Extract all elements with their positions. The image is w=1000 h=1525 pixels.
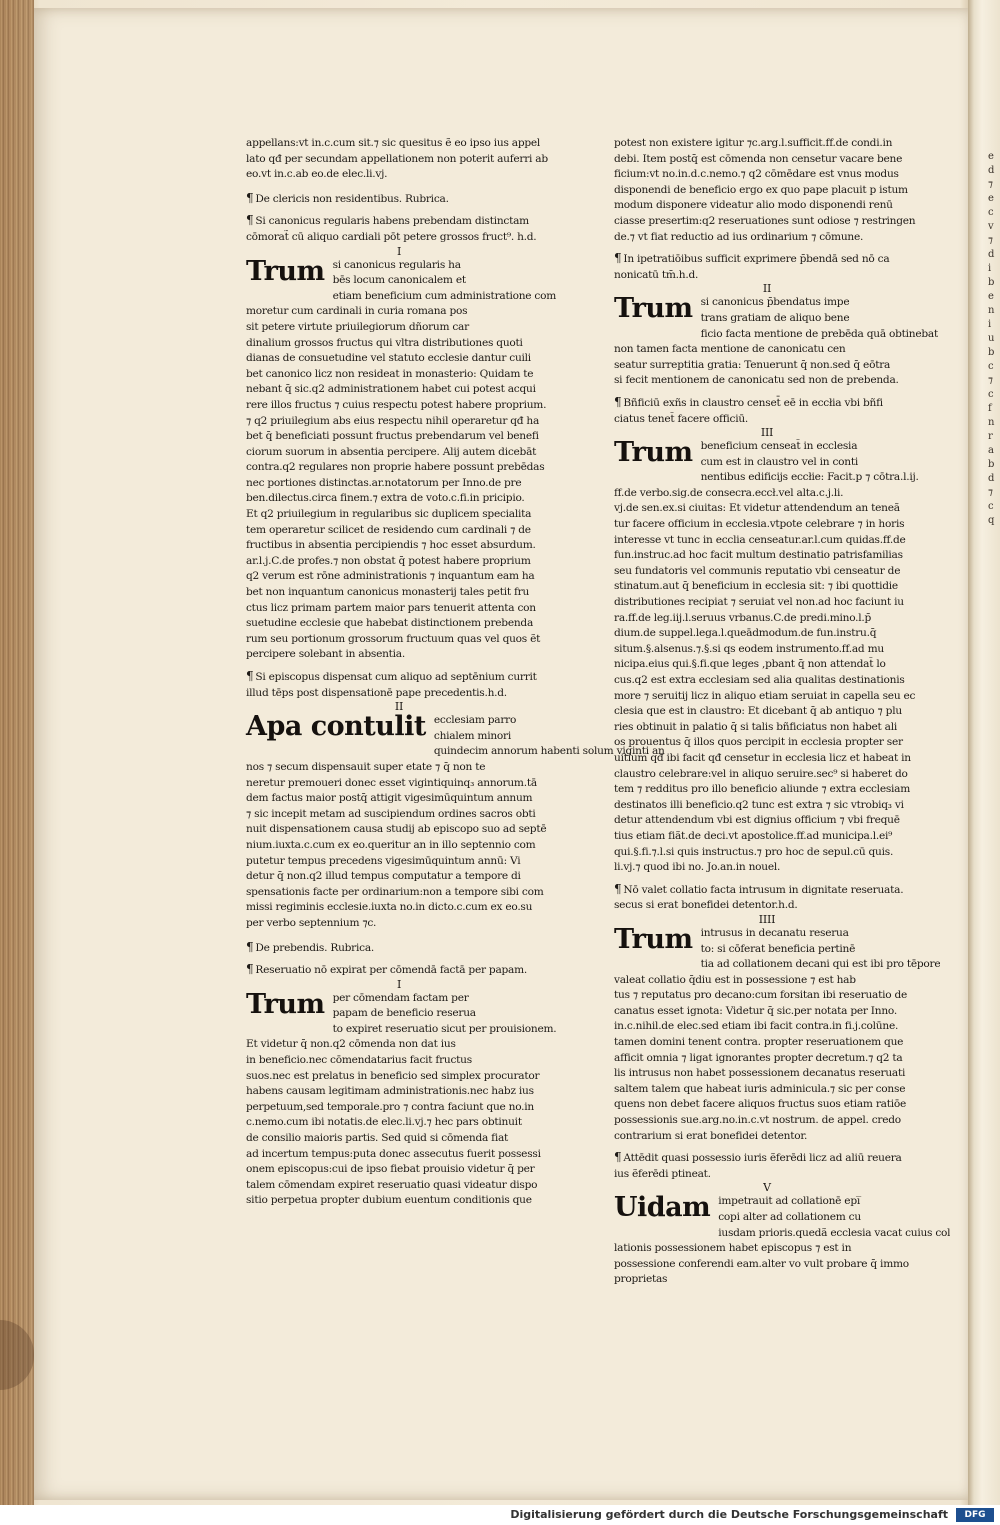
right-column xyxy=(614,136,951,1288)
text-line: canatus esset ignota: Videtur q̄ sic.per notata per Inno. xyxy=(614,1004,897,1017)
facing-page-text: e d ⁊ e c v ⁊ d i b e n i u b c ⁊ c f n r a b d ⁊ c q xyxy=(988,151,995,526)
text-line: habens causam legitimam administrationis.nec habz ius xyxy=(246,1085,534,1098)
text-line: li.vj.⁊ quod ibi no. Jo.an.in nouel. xyxy=(614,861,781,874)
section-rubric xyxy=(246,191,552,208)
section-number: III xyxy=(760,426,774,440)
text-line: neretur premoueri donec esset vigintiquinq₃ annorum.tā xyxy=(246,776,537,789)
text-line: nebant q̄ sic.q2 administrationem habet cui potest acqui xyxy=(246,383,536,396)
text-line: seatur surreptitia gratia: Tenuerunt q̄ non.sed q̄ eōtra xyxy=(614,358,891,371)
summary-line: illud tēps post dispensationē pape precedentis.h.d. xyxy=(246,686,507,699)
text-line: proprietas xyxy=(614,1273,668,1286)
text-line: c.nemo.cum ibi notatis.de elec.li.vj.⁊ hec pars obtinuit xyxy=(246,1116,522,1129)
summary-line: ¶ Nō valet collatio facta intrusum in dignitate reseruata. xyxy=(614,881,904,896)
section-summary xyxy=(246,669,552,713)
text-line: si canonicus regularis ha xyxy=(332,258,461,271)
text-line: nicipa.eius qui.§.fi.que leges ,pbant q̄ non attendat̄ lo xyxy=(614,658,886,671)
pilcrow-icon: ¶ xyxy=(614,881,622,896)
pilcrow-icon: ¶ xyxy=(246,939,254,954)
text-line: distributiones recipiat ⁊ seruiat vel non.ad hoc faciunt iu xyxy=(614,596,904,609)
paragraph-head xyxy=(246,988,557,1038)
text-line: ad incertum tempus:puta donec assecutus fuerit possessi xyxy=(246,1147,541,1160)
initial-adjacent-lines xyxy=(701,926,941,973)
section-number: V xyxy=(763,1181,771,1195)
text-line: afficit omnia ⁊ ligat ignorantes propter decretum.⁊ q2 ta xyxy=(614,1051,903,1064)
text-line: tia ad collationem decani qui est ibi pro tēpore xyxy=(700,958,941,971)
text-line: suos.nec est prelatus in beneficio sed simplex procurator xyxy=(246,1069,540,1082)
text-line: situm.§.alsenus.⁊.§.si qs eodem instrumento.ff.ad mu xyxy=(614,642,884,655)
text-line: to expiret reseruatio sicut per prouisionem. xyxy=(332,1022,557,1035)
text-line: claustro celebrare:vel in aliquo seruire.sec⁹ si haberet do xyxy=(614,767,908,780)
section-summary xyxy=(614,1150,920,1194)
rubric-title: De prebendis. Rubrica. xyxy=(255,941,374,954)
text-line: qui.§.fi.⁊.l.si quis instructus.⁊ pro hoc de sepul.cū quis. xyxy=(614,845,894,858)
text-line: trans gratiam de aliquo bene xyxy=(700,311,850,324)
text-line: per verbo septennium ⁊c. xyxy=(246,916,377,929)
paragraph xyxy=(614,439,920,876)
text-line: tius etiam fiãt.de deci.vt apostolice.ff.ad municipa.l.ei⁹ xyxy=(614,829,893,842)
text-line: possessionis sue.arg.no.in.c.vt nostrum. de appel. credo xyxy=(614,1114,901,1127)
text-line: quens non debet facere aliquos fructus suos etiam ratiōe xyxy=(614,1098,907,1111)
text-line: missi regiminis ecclesie.iuxta no.in dicto.c.cum ex eo.su xyxy=(246,901,533,914)
paragraph-head xyxy=(614,439,920,486)
text-line: tus ⁊ reputatus pro decano:cum forsitan ibi reseruatio de xyxy=(614,989,908,1002)
paragraph-head xyxy=(246,711,665,760)
text-line: copi alter ad collationem cu xyxy=(718,1211,861,1223)
dfg-logo: DFG xyxy=(956,1508,994,1522)
summary-line: ¶ Bñficiū exñs in claustro censet̄ eē in eccłia vbi bñfi xyxy=(614,394,883,409)
summary-line: nonicatū tm̄.h.d. xyxy=(614,268,699,281)
initial-adjacent-lines xyxy=(333,991,557,1038)
decorated-initial: Trum xyxy=(614,923,693,955)
summary-line: ius ẽferēdi ptineat. xyxy=(614,1167,711,1180)
section-summary xyxy=(246,962,552,991)
text-line: detur attendendum vbi est dignius officium ⁊ vbi frequē xyxy=(614,814,900,827)
section-summary xyxy=(614,395,920,439)
rubric-title: De clericis non residentibus. Rubrica. xyxy=(255,192,449,205)
text-line: dium.de suppel.lega.l.queādmodum.de fun.instru.q̄ xyxy=(614,627,877,640)
text-line: sit petere virtute priuilegiorum dñorum car xyxy=(246,320,469,333)
text-line: ⁊ sic incepit metam ad suscipiendum ordines sacros obti xyxy=(246,807,536,820)
text-line: de consilio maioris partis. Sed quid si cōmenda fiat xyxy=(246,1132,509,1145)
text-line: nos ⁊ secum dispensauit super etate ⁊ q̄ non te xyxy=(246,760,486,773)
text-line: ciorum suorum in absentia percipere. Alij autem dicebāt xyxy=(246,445,537,458)
decorated-initial: Apa contulit xyxy=(246,711,426,743)
text-line: bet non inquantum canonicus monasterij tales petit fru xyxy=(246,586,530,599)
text-line: suetudine ecclesie que habebat distinctionem prebenda xyxy=(246,617,534,630)
text-line: destinatos illi beneficio.q2 tunc est extra ⁊ sic vtrobiq₃ vi xyxy=(614,798,904,811)
paragraph xyxy=(614,1192,951,1288)
decorated-initial: Trum xyxy=(614,437,693,469)
text-line: cus.q2 est extra ecclesiam sed alia qualitas destinationis xyxy=(614,674,905,686)
text-line: dianas de consuetudine vel statuto ecclesie dantur cuili xyxy=(246,352,531,365)
pilcrow-icon: ¶ xyxy=(246,190,254,205)
text-line: in.c.nihil.de elec.sed etiam ibi facit contra.in fi.j.colūne. xyxy=(614,1020,899,1033)
text-line: rere illos fructus ⁊ cuius respectu potest habere proprium. xyxy=(246,398,547,411)
text-line: talem cōmendam expiret reseruatio quasi videatur dispo xyxy=(246,1178,538,1191)
text-line: quindecim annorum habenti solum viginti an xyxy=(433,745,665,758)
text-line: onem episcopus:cui de ipso fiebat prouisio videtur q̄ per xyxy=(246,1163,535,1176)
initial-adjacent-lines xyxy=(701,439,920,486)
pilcrow-icon: ¶ xyxy=(246,213,254,228)
section-number: I xyxy=(396,977,402,991)
text-line: stinatum.aut q̄ beneficium in ecclesia sit: ⁊ ibi quottidie xyxy=(614,580,898,593)
text-line: nuit dispensationem causa studij ab episcopo suo ad septē xyxy=(246,823,547,836)
initial-adjacent-lines xyxy=(333,258,556,305)
section-summary xyxy=(614,882,920,926)
text-line: appellans:vt in.c.cum sit.⁊ sic quesitus ẽ eo ipso ius appel xyxy=(246,137,541,149)
pilcrow-icon: ¶ xyxy=(614,394,622,409)
text-line: modum disponere videatur alio modo disponendi renū xyxy=(614,199,893,212)
section-number: IIII xyxy=(758,912,776,926)
text-line: tur facere officium in ecclesia.vtpote celebrare ⁊ in horis xyxy=(614,518,905,531)
text-line: chialem minori xyxy=(433,729,512,742)
text-line: iusdam prioris.quedã ecclesia vacat cuius col xyxy=(718,1226,951,1239)
text-line: seu fundatoris vel communis reputatio vbi censeatur de xyxy=(614,564,901,577)
text-line: ecclesiam parro xyxy=(433,714,517,727)
text-line: per cōmendam factam per xyxy=(332,991,469,1004)
summary-line: ¶ Attēdit quasi possessio iuris ẽferēdi licz ad aliū reuera xyxy=(614,1150,902,1165)
decorated-initial: Uidam xyxy=(614,1192,711,1224)
section-number: I xyxy=(396,244,402,258)
text-line: sitio perpetua propter dubium euentum conditionis que xyxy=(246,1194,532,1207)
section-summary xyxy=(614,251,920,295)
text-line: etiam beneficium cum administratione com xyxy=(332,289,557,302)
text-line: ra.ff.de leg.iij.l.seruus vrbanus.C.de predi.mino.l.p̄ xyxy=(614,611,872,624)
text-line: rum seu portionum grossorum fructuum quas vel quos ẽt xyxy=(246,632,541,645)
section-number: II xyxy=(762,282,772,296)
text-line: clesia que est in claustro: Et dicebant q̄ ab antiquo ⁊ plu xyxy=(614,705,902,718)
text-line: Et videtur q̄ non.q2 cōmenda non dat ius xyxy=(246,1038,456,1051)
text-line: bet q̄ beneficiati possunt fructus prebendarum vel benefi xyxy=(246,430,539,443)
summary-line: cōmorat̃ cū aliquo cardiali pōt petere grossos fruct⁹. h.d. xyxy=(246,230,537,243)
text-line: impetrauit ad collationē epi̅ xyxy=(718,1195,860,1208)
paragraph-head xyxy=(614,1192,951,1241)
text-line: nium.iuxta.c.cum ex eo.queritur an in illo septennio com xyxy=(246,838,536,851)
pilcrow-icon: ¶ xyxy=(246,669,254,683)
decorated-initial: Trum xyxy=(246,988,325,1020)
text-line: os prouentus q̄ illos quos percipit in ecclesia propter ser xyxy=(614,736,903,749)
footer-credit: Digitalisierung gefördert durch die Deutsche Forschungsgemeinschaft xyxy=(510,1508,948,1521)
text-line: valeat collatio q̄diu est in possessione ⁊ est hab xyxy=(614,973,856,986)
summary-line: ¶ In ipetratiōibus sufficit exprimere p̄bendā sed nō ca xyxy=(614,251,890,266)
text-line: ff.de verbo.sig.de consecra.eccł.vel alta.c.j.li. xyxy=(614,486,844,499)
text-line: uitium qđ ibi facit qđ censetur in ecclesia licz et habeat in xyxy=(614,751,911,764)
text-line: bēs locum canonicalem et xyxy=(332,274,466,287)
decorated-initial: Trum xyxy=(614,293,693,325)
text-line: interesse vt tunc in ecclia censeatur.ar.l.cum quidas.ff.de xyxy=(614,533,906,546)
text-line: lato qđ per secundam appellationem non poterit auferri ab xyxy=(246,152,548,165)
pilcrow-icon: ¶ xyxy=(246,962,254,977)
text-line: ficio facta mentione de prebēda quā obtinebat xyxy=(700,327,939,340)
text-line: bet canonico licz non resideat in monasterio: Quidam te xyxy=(246,367,534,380)
text-line: moretur cum cardinali in curia romana pos xyxy=(246,305,468,318)
text-line: to: si cōferat beneficia pertinē xyxy=(700,942,856,955)
text-line: tamen domini tenent contra. propter reseruationem que xyxy=(614,1036,904,1049)
text-line: debi. Item postq̄ est cōmenda non censetur vacare bene xyxy=(614,152,903,165)
text-line: ar.l.j.C.de profes.⁊ non obstat q̄ potest habere proprium xyxy=(246,554,531,567)
text-line: dem factus maior postq̄ attigit vigesimūquintum annum xyxy=(246,792,533,805)
text-line: vj.de sen.ex.si ciuitas: Et videtur attendendum an teneã xyxy=(614,502,900,515)
text-line: disponendi de beneficio ergo ex quo pape placuit p istum xyxy=(614,183,908,196)
text-line: si canonicus p̄bendatus impe xyxy=(700,296,850,309)
text-line: contrarium si erat bonefidei detentor. xyxy=(614,1129,808,1142)
section-number: II xyxy=(394,700,404,714)
text-line: perpetuum,sed temporale.pro ⁊ contra faciunt que no.in xyxy=(246,1100,534,1113)
summary-line: ¶ Si episcopus dispensat cum aliquo ad septēnium currit xyxy=(246,669,537,683)
text-line: ficium:vt no.in.d.c.nemo.⁊ q2 cōmēdare est vnus modus xyxy=(614,168,899,181)
text-line: cum est in claustro vel in conti xyxy=(700,455,858,468)
text-line: q2 verum est rōne administrationis ⁊ inquantum eam ha xyxy=(246,570,535,583)
text-line: detur q̄ non.q2 illud tempus computatur a tempore di xyxy=(246,870,521,883)
paragraph xyxy=(246,255,557,663)
footer-bar xyxy=(0,1505,1000,1525)
page-fore-edge xyxy=(0,0,34,1505)
text-line: non tamen facta mentione de canonicatu cen xyxy=(614,343,846,356)
initial-adjacent-lines xyxy=(718,1194,950,1241)
paragraph-head xyxy=(246,255,557,305)
text-line: si fecit mentionem de canonicatu sed non de prebenda. xyxy=(614,374,899,387)
decorated-initial: Trum xyxy=(246,255,325,287)
text-line: eo.vt in.c.ab eo.de elec.li.vj. xyxy=(246,168,388,181)
text-line: lis intrusus non habet possessionem decanatus reseruati xyxy=(614,1067,906,1080)
section-summary xyxy=(246,213,552,257)
summary-line: ¶ Reseruatio nō expirat per cōmendā factā per papam. xyxy=(246,962,528,977)
pilcrow-icon: ¶ xyxy=(614,251,622,266)
paragraph-head xyxy=(614,293,939,342)
paragraph-head xyxy=(614,923,941,973)
paragraph xyxy=(246,988,557,1209)
text-line: dinalium grossos fructus qui vltra distributiones quoti xyxy=(246,336,523,349)
summary-line: ¶ Si canonicus regularis habens prebendam distinctam xyxy=(246,213,529,228)
text-line: Et q2 priuilegium in regularibus sic duplicem specialita xyxy=(246,508,532,521)
text-line: tem ⁊ redditus pro illo beneficio aliunde ⁊ extra ecclesiam xyxy=(614,783,911,796)
text-line: de.⁊ vt fiat reductio ad ius ordinarium ⁊ cōmune. xyxy=(614,230,864,243)
paragraph xyxy=(614,293,939,389)
text-line: possessione conferendi eam.alter vo vult probare q̄ immo xyxy=(614,1257,909,1270)
text-line: intrusus in decanatu reserua xyxy=(700,926,849,939)
paragraph xyxy=(614,923,941,1144)
text-line: ctus licz primam partem maior pars tenuerit attenta con xyxy=(246,601,536,614)
text-line: nentibus edificijs eccłie: Facit.p ⁊ cōtra.l.ij. xyxy=(700,471,919,484)
text-line: fun.instruc.ad hoc facit multum destinatio patrisfamilias xyxy=(614,549,903,562)
text-line: papam de beneficio reserua xyxy=(332,1007,476,1020)
text-block xyxy=(614,136,920,245)
text-line: tem operaretur scilicet de residendo cum cardinali ⁊ de xyxy=(246,523,531,536)
text-line: ries obtinuit in palatio q̄ si talis bñficiatus non habet ali xyxy=(614,720,897,733)
text-line: spensationis facte per ordinarium:non a tempore sibi com xyxy=(246,885,544,898)
text-line: contra.q2 regulares non proprie habere possunt prebēdas xyxy=(246,461,545,474)
text-block xyxy=(246,136,552,183)
summary-line: ciatus tenet̄ facere officiū. xyxy=(614,412,749,425)
text-line: saltem talem que habeat iuris adminicula.⁊ sic per conse xyxy=(614,1082,906,1095)
text-line: lationis possessionem habet episcopus ⁊ est in xyxy=(614,1242,852,1255)
pilcrow-icon: ¶ xyxy=(614,1150,622,1165)
text-line: potest non existere igitur ⁊c.arg.l.sufficit.ff.de condi.in xyxy=(614,137,893,149)
paragraph xyxy=(246,711,665,931)
text-line: ⁊ q2 priuilegium abs eius respectu nihil operaretur qđ ha xyxy=(246,414,540,427)
section-rubric xyxy=(246,940,552,957)
text-line: more ⁊ seruitij licz in aliquo etiam seruiat in capella seu ec xyxy=(614,689,916,702)
text-line: in beneficio.nec cōmendatarius facit fructus xyxy=(246,1054,472,1067)
text-line: beneficium censeat̄ in ecclesia xyxy=(700,440,858,453)
text-line: ben.dilectus.circa finem.⁊ extra de voto.c.fi.in pricipio. xyxy=(246,492,525,505)
summary-line: secus si erat bonefidei detentor.h.d. xyxy=(614,899,798,912)
text-line: percipere solebant in absentia. xyxy=(246,648,405,661)
text-line: ciasse presertim:q2 reseruationes sunt odiose ⁊ restringen xyxy=(614,214,916,227)
initial-adjacent-lines xyxy=(701,295,938,342)
text-line: fructibus in absentia percipiendis ⁊ hoc esset absurdum. xyxy=(246,539,536,552)
text-line: putetur tempus precedens vigesimūquintum annū: Vi xyxy=(246,854,521,867)
text-line: nec portiones distinctas.ar.notatorum per Inno.de pre xyxy=(246,476,522,489)
